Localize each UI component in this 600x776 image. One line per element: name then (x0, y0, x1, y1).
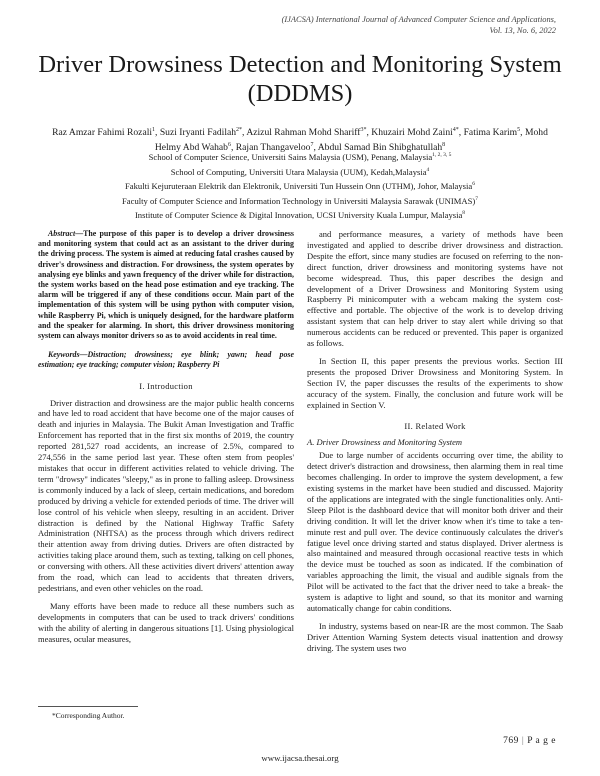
author-affiliation-mark: 1 (152, 127, 156, 133)
right-column (307, 229, 563, 661)
affiliation-text: School of Computing, Universiti Utara Malaysia (UUM), Kedah,Malaysia (170, 166, 427, 177)
author-name: Suzi Iryanti Fadilah (159, 127, 237, 139)
journal-name: (IJACSA) International Journal of Advanced Computer Science and Applications, (281, 15, 556, 24)
abstract (38, 229, 294, 341)
title-line-1: Driver Drowsiness Detection and Monitoring System (38, 51, 562, 78)
footer-url: www.ijacsa.thesai.org (261, 753, 339, 763)
intro-paragraph-2: Many efforts have been made to reduce all these numbers such as developments in computers that can be used to track drivers' conditions with the ability of alerting in dangerous situations [1]. Using physiological measures, ocular measures, (38, 600, 294, 644)
author-name: Raz Amzar Fahimi Rozali (52, 127, 153, 139)
section-heading-related-work: II. Related Work (404, 420, 466, 431)
affiliation-line (40, 178, 560, 193)
affiliation-line (40, 164, 560, 179)
author-affiliation-mark: 5 (517, 127, 521, 133)
running-header (136, 14, 556, 36)
author-name: Fatima Karim (463, 127, 518, 139)
page-word: P a g e (527, 736, 556, 746)
section-heading-introduction: I. Introduction (139, 380, 193, 391)
page-number (503, 736, 556, 746)
affiliation-mark: 1, 2, 3, 5 (432, 152, 452, 158)
intro-paragraph-1: Driver distraction and drowsiness are the major public health concerns and have led to road accident that have become one of the major causes of death and injuries in Malaysia. The Bukit Aman Investigation and Traffic Enforcement has reported that in the first six months of 2019, the country reported 281,527 road accidents, an increase of 2.5%, compared to 274,556 in the same period last year. These often stem from peoples' mistakes that occur in different activities related to vehicle driving. The term "drowsy" indicates "sleepy," as in prone to falling asleep. Drowsiness is commonly induced by a lack of sleep, certain medications, and boredom produced by driving a vehicle for extended periods of time. The driver will lose control of his vehicle when sleepy, resulting in an accident. Driver distraction is defined by the National Highway Traffic Safety Administration (NHTSA) as the process through which drivers redirect their attention away from driving duties. Drivers are often distracted by activities taking place around them, such as texting, talking on cell phones, or conversing with others. All these activities divert drivers' attention away from the road, which can lead to accidents that threaten drivers, pedestrians, and even other vehicles on the road. (38, 397, 294, 593)
affiliation-list (40, 149, 560, 222)
related-work-paragraph-1: Due to large number of accidents occurring over time, the ability to detect driver's distraction and drowsiness, then alarming them in real time becomes challenging. In order to improve the system development, a few existing systems in the market have been studied and discussed. Majority of the applications are integrated with the single functionalities only. Anti-Sleep Pilot is the dashboard device that will monitor both driver and their driving condition. It will let the driver know when it's time to take a ten-minute rest and pull over. The device continuously calculates the driver's fatigue level once driving started and status displayed. Driver alertness is also maintained and measured through occasional reactive tests in which the device must be touched as soon as indicated. If the combination of variables approaching the limit, the visual and audible signals from the Pilot will be activated to the fact that the driver need to take a break- the system is adaptive to light and sound, so that its monitor and warning automatically change for cabin conditions. (307, 450, 563, 613)
affiliation-line (40, 149, 560, 164)
author-name: Mohd Helmy Abd Wahab (154, 127, 548, 154)
abstract-text: —The purpose of this paper is to develop a driver drowsiness and monitoring system that could act as an assistant to the driver during the driving process. The system is aimed at reducing fatal crashes caused by driver's drowsiness and distraction. For drowsiness, the system operates by analysing eye blinks and yawn frequency of the driver while for distraction, the system works based on the head pose estimation and eye tracking. The alarm will be triggered if any of these conditions occur. Main part of the implementation of this system will be using python with computer vision, while Raspberry Pi, which is uniquely designed, for the hardware platform and the speaker for alarming. In short, this driver drowsiness monitoring system can always monitor drivers so as to avoid accidents in real time. (38, 229, 294, 341)
keywords: Keywords—Distraction; drowsiness; eye blink; yawn; head pose estimation; eye tracking; computer vision; Raspberry Pi (38, 350, 294, 370)
author-name: Rajan Thangaveloo (235, 142, 311, 154)
author-name: Khuzairi Mohd Zaini (371, 127, 453, 139)
author-affiliation-mark: 4* (452, 127, 459, 133)
page-number-value: 769 (503, 736, 519, 746)
footnote: *Corresponding Author. (52, 711, 125, 720)
affiliation-text: School of Computer Science, Universiti Sains Malaysia (USM), Penang, Malaysia (148, 151, 433, 162)
author-list: Raz Amzar Fahimi Rozali$^1$, Suzi Iryanti Fadilah$^{2*}$, Azizul Rahman Mohd Shariff$^{3*}$, Khuzairi Mohd Zaini$^{4*}$, Fatima Karim$^5$, Mohd Helmy Abd Wahab$^6$, Rajan Thangaveloo$^7$, Abdul Samad Bin Shibghatullah$^8$ (52, 127, 548, 154)
left-column (38, 229, 294, 651)
author-affiliation-mark: 6 (227, 142, 231, 149)
affiliation-line (40, 193, 560, 208)
affiliation-line (40, 207, 560, 222)
affiliation-text: Faculty of Computer Science and Information Technology in Universiti Malaysia Sarawak (UNIMAS) (122, 195, 476, 206)
title-line-2: (DDDMS) (247, 80, 353, 107)
related-work-paragraph-2: In industry, systems based on near-IR are the most common. The Saab Driver Attention Warning System detects visual inattention and drowsy driving. The system uses two (307, 620, 563, 653)
author-affiliation-mark: 3* (360, 127, 367, 133)
affiliation-text: Institute of Computer Science & Digital Innovation, UCSI University Kuala Lumpur, Malaysia (134, 210, 463, 221)
affiliation-text: Fakulti Kejuruteraan Elektrik dan Elektronik, Universiti Tun Hussein Onn (UTHM), Johor, Malaysia (125, 180, 473, 191)
author-affiliation-mark: 7 (310, 142, 314, 149)
affiliation-mark: 8 (462, 210, 466, 217)
author-affiliation-mark: 2* (236, 127, 243, 133)
affiliation-mark: 6 (472, 181, 475, 188)
abstract-lead: Abstract (48, 229, 76, 238)
affiliation-mark: 4 (426, 166, 430, 173)
footnote-divider (38, 706, 138, 707)
subsection-heading: A. Driver Drowsiness and Monitoring System (307, 437, 463, 448)
paper-title (30, 50, 570, 108)
author-name: Azizul Rahman Mohd Shariff (246, 127, 361, 139)
author-affiliation-mark: 8 (442, 142, 446, 149)
page-number-separator: | (521, 736, 525, 746)
intro-continuation-paragraph: and performance measures, a variety of methods have been investigated and applied to describe driver drowsiness and distraction. Despite the effort, since many studies are focused on referring to the non-direct function, driver drowsiness and monitoring systems have not become widespread. Thus, this paper describes the design and development of a Driver Drowsiness and Monitoring System using Raspberry Pi minicomputer with a webcam making the system cost-effective and portable. The objective of the work is to develop driving assistant system that can help driver to stay alert while driving so that numerous accidents can be reduced or prevented. This paper is organized as follows. (307, 229, 563, 349)
paper-organization-paragraph: In Section II, this paper presents the previous works. Section III presents the proposed Driver Drowsiness and Monitoring System. In Section IV, the paper discusses the results of the experiments to show accuracy of the system. Finally, the conclusion and future work will be explained in Section V. (307, 355, 563, 410)
author-name: Abdul Samad Bin Shibghatullah (317, 142, 443, 154)
affiliation-mark: 7 (475, 195, 478, 202)
journal-volume: Vol. 13, No. 6, 2022 (489, 26, 556, 35)
